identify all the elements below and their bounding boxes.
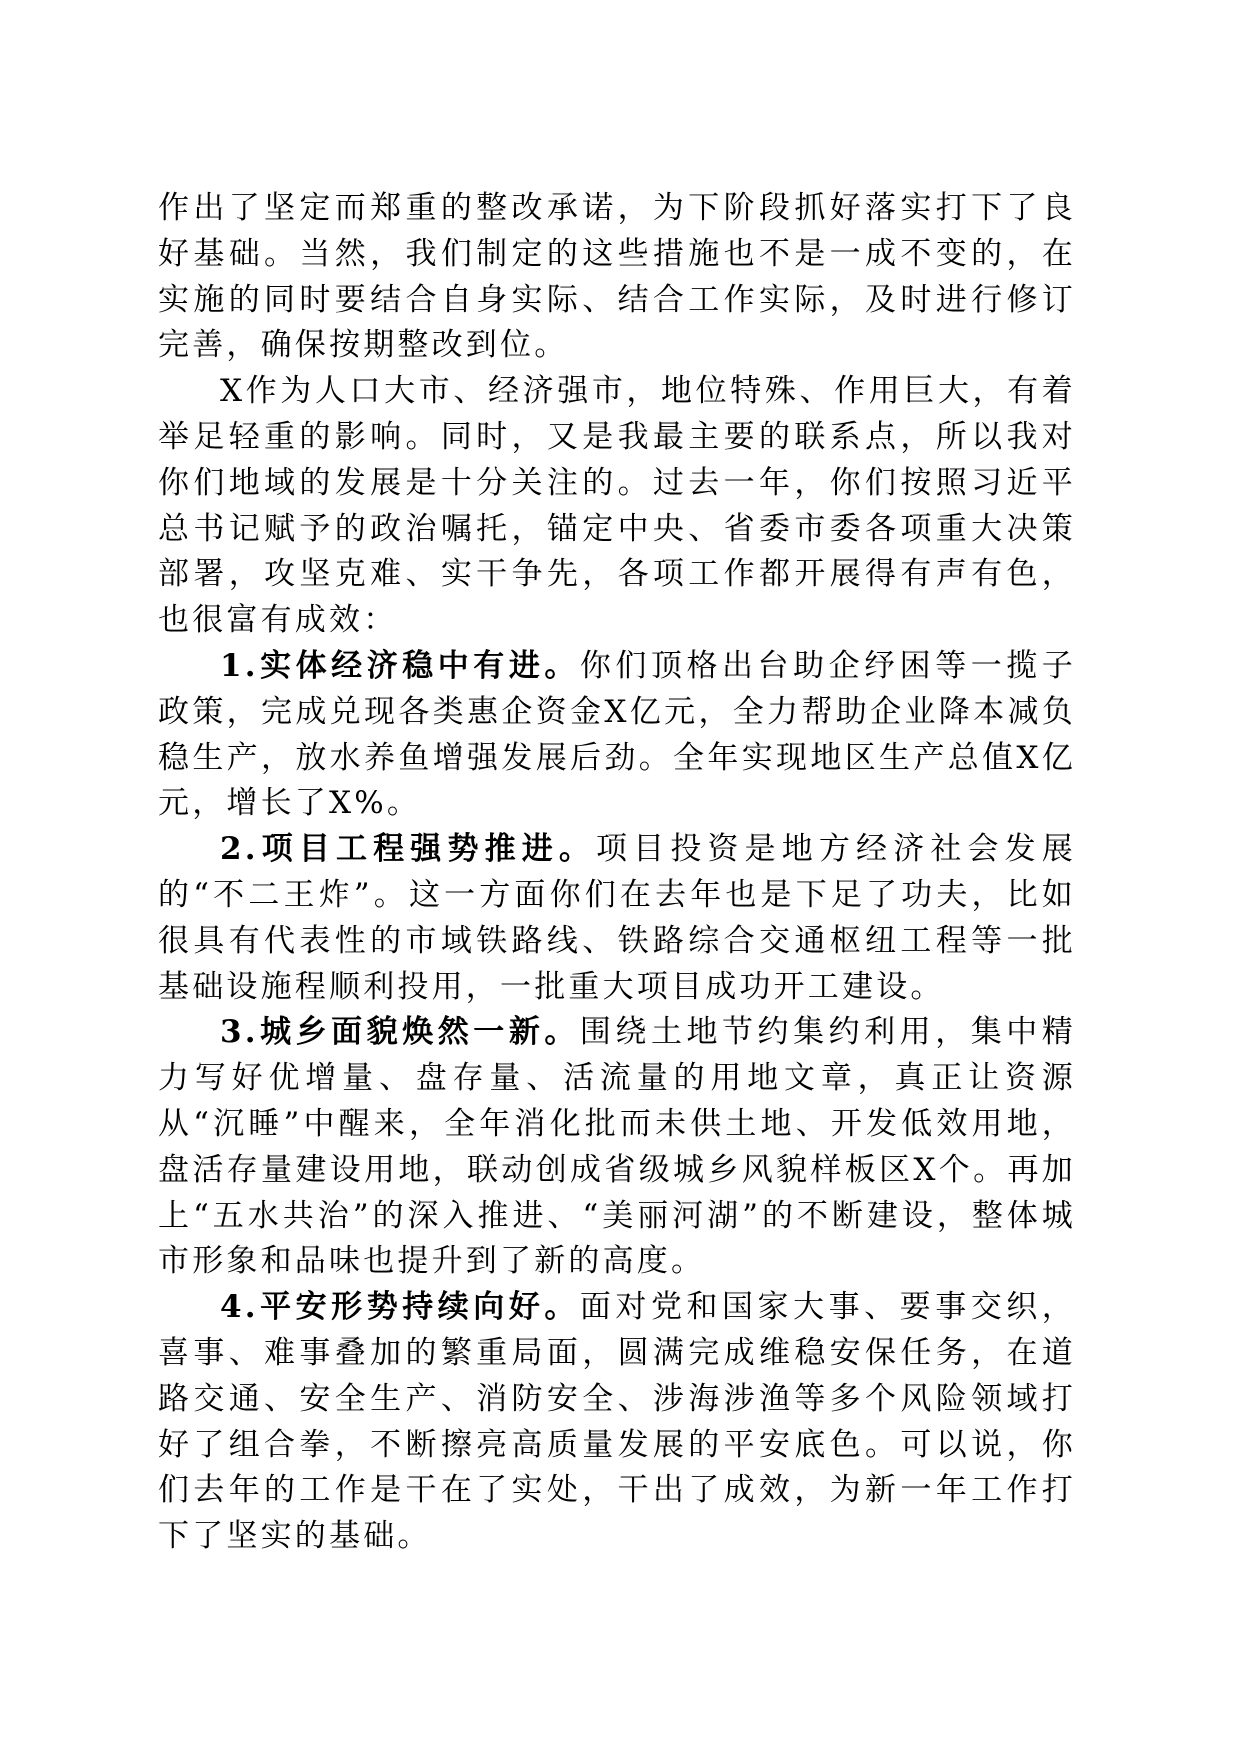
paragraph-text: 面对党和国家大事、要事交织，喜事、难事叠加的繁重局面，圆满完成维稳安保任务，在道路交通、安全生产、消防安全、涉海涉渔等多个风险领域打好了组合拳，不断擦亮高质量发展的平安底色。可以说，你们去年的工作是干在了实处，干出了成效，为新一年工作打下了坚实的基础。 [158,1289,1076,1555]
paragraph-intro [158,369,1076,644]
paragraph-text: 围绕土地节约集约利用，集中精力写好优增量、盘存量、活流量的用地文章，真正让资源从“沉睡”中醒来，全年消化批而未供土地、开发低效用地，盘活存量建设用地，联动创成省级城乡风貌样板区X个。再加上“五水共治”的深入推进、“美丽河湖”的不断建设，整体城市形象和品味也提升到了新的高度。 [158,1014,1076,1280]
paragraph-heading: 4.平安形势持续向好。 [220,1289,580,1326]
paragraph-item-urban [158,1010,1076,1285]
paragraph-heading: 2.项目工程强势推进。 [220,831,597,868]
paragraph-item-safety [158,1285,1076,1560]
paragraph-continuation [158,186,1076,369]
paragraph-text: 你们顶格出台助企纾困等一揽子政策，完成兑现各类惠企资金X亿元，全力帮助企业降本减负稳生产，放水养鱼增强发展后劲。全年实现地区生产总值X亿元，增长了X%。 [158,647,1076,822]
paragraph-item-projects [158,827,1076,1010]
document-body [158,186,1076,1560]
paragraph-text: X作为人口大市、经济强市，地位特殊、作用巨大，有着举足轻重的影响。同时，又是我最主要的联系点，所以我对你们地域的发展是十分关注的。过去一年，你们按照习近平总书记赋予的政治嘱托，锚定中央、省委市委各项重大决策部署，攻坚克难、实干争先，各项工作都开展得有声有色，也很富有成效： [158,373,1076,639]
paragraph-heading: 1.实体经济稳中有进。 [220,647,580,684]
paragraph-text: 项目投资是地方经济社会发展的“不二王炸”。这一方面你们在去年也是下足了功夫，比如很具有代表性的市域铁路线、铁路综合交通枢纽工程等一批基础设施程顺利投用，一批重大项目成功开工建设。 [158,831,1076,1005]
paragraph-item-economy [158,644,1076,827]
paragraph-heading: 3.城乡面貌焕然一新。 [220,1014,580,1051]
paragraph-text: 作出了坚定而郑重的整改承诺，为下阶段抓好落实打下了良好基础。当然，我们制定的这些措施也不是一成不变的，在实施的同时要结合自身实际、结合工作实际，及时进行修订完善，确保按期整改到位。 [158,190,1076,364]
